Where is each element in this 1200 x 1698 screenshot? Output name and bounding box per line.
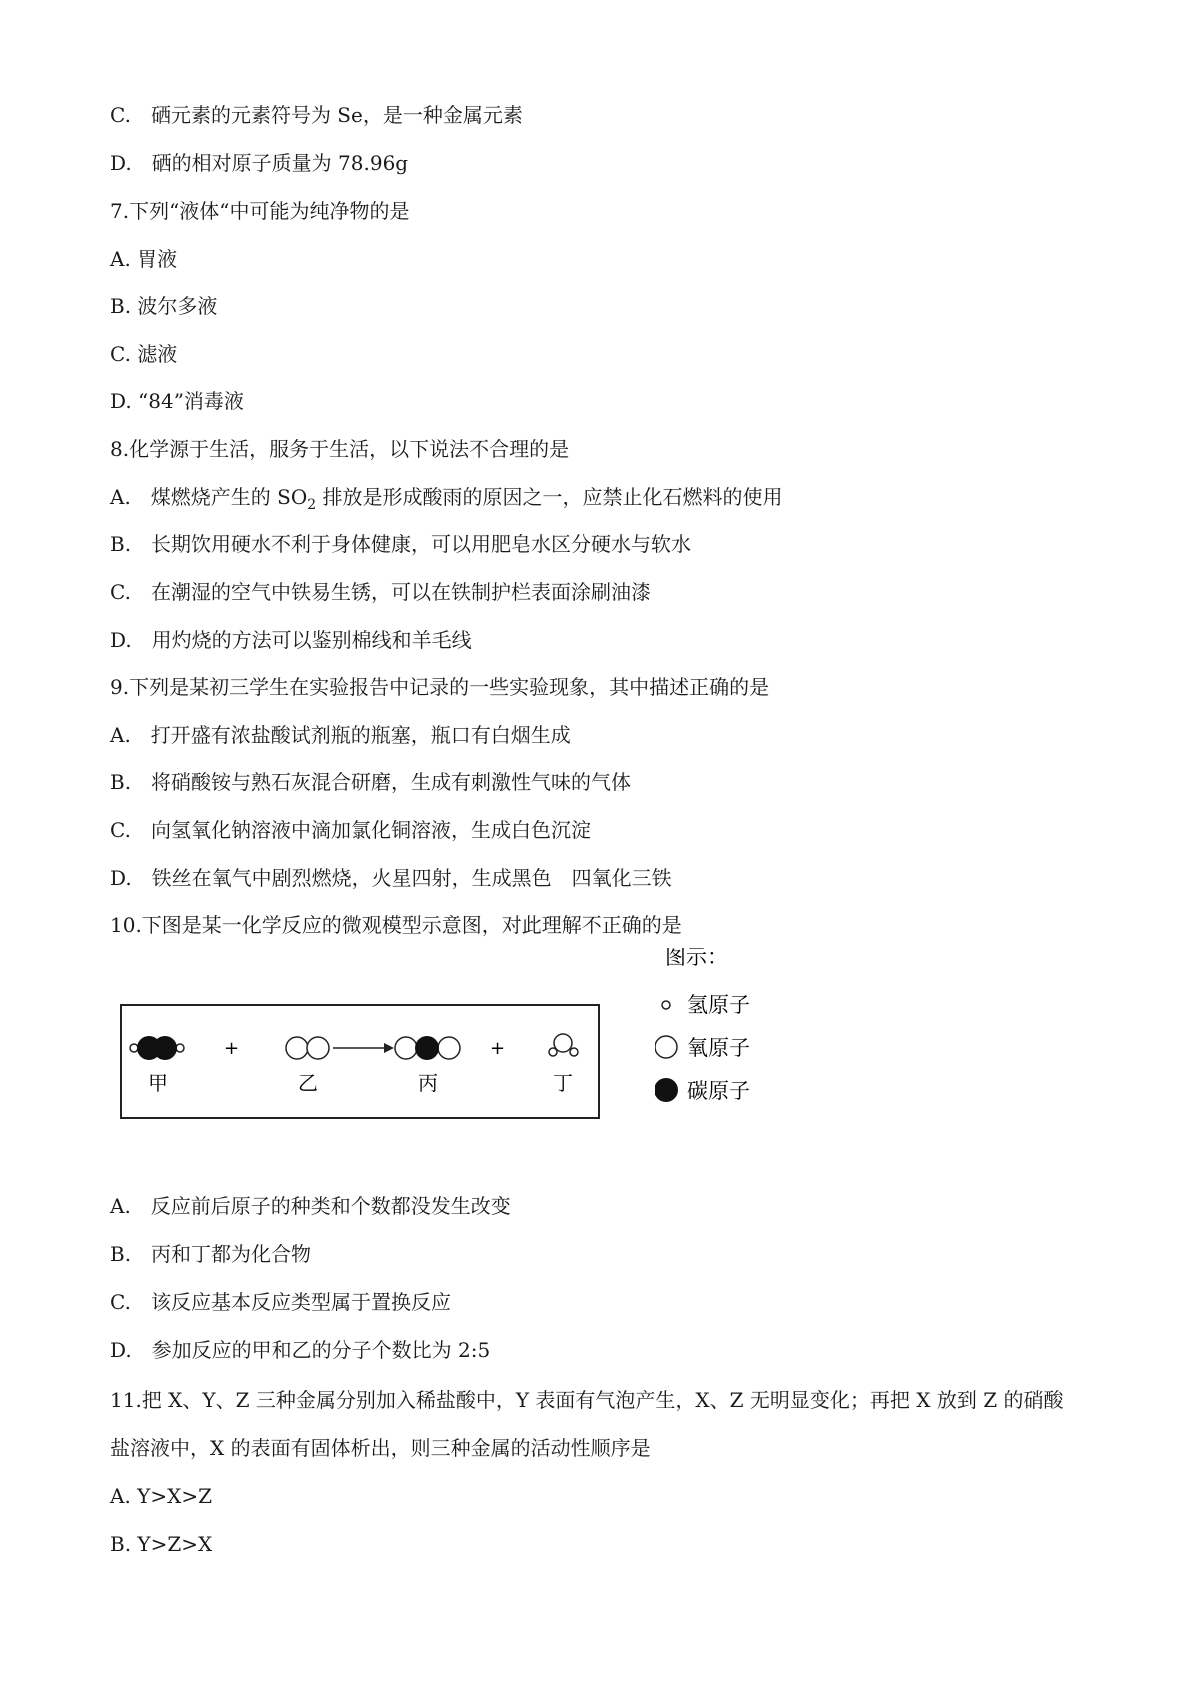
molecule-yi-icon bbox=[286, 1037, 329, 1059]
molecule-jia-icon bbox=[130, 1036, 184, 1060]
reaction-arrow-icon bbox=[333, 1043, 394, 1053]
q9-option-a: A. 打开盛有浓盐酸试剂瓶的瓶塞，瓶口有白烟生成 bbox=[110, 723, 571, 747]
q8-option-a bbox=[110, 483, 783, 519]
diagram-legend bbox=[655, 948, 805, 1118]
q9-stem: 9.下列是某初三学生在实验报告中记录的一些实验现象，其中描述正确的是 bbox=[110, 675, 770, 699]
q8-stem: 8.化学源于生活，服务于生活，以下说法不合理的是 bbox=[110, 437, 570, 461]
legend-carbon: 碳原子 bbox=[687, 1079, 750, 1103]
q11-option-b: B. Y>Z>X bbox=[110, 1532, 213, 1556]
q7-option-c: C. 滤液 bbox=[110, 342, 178, 366]
molecule-bing-icon bbox=[395, 1036, 460, 1060]
q7-option-d: D. “84”消毒液 bbox=[110, 389, 244, 413]
label-jia: 甲 bbox=[148, 1071, 168, 1095]
label-ding: 丁 bbox=[553, 1071, 573, 1095]
plus-sign-2: + bbox=[490, 1038, 506, 1059]
q8-option-d: D. 用灼烧的方法可以鉴别棉线和羊毛线 bbox=[110, 628, 472, 652]
q8-option-a-post: 排放是形成酸雨的原因之一，应禁止化石燃料的使用 bbox=[316, 485, 783, 509]
plus-sign-1: + bbox=[224, 1038, 240, 1059]
q6-option-c: C. 硒元素的元素符号为 Se，是一种金属元素 bbox=[110, 103, 523, 127]
q7-option-a: A. 胃液 bbox=[110, 247, 178, 271]
q10-stem: 10.下图是某一化学反应的微观模型示意图，对此理解不正确的是 bbox=[110, 913, 682, 937]
legend-title: 图示： bbox=[665, 948, 728, 969]
legend-hydrogen: 氢原子 bbox=[687, 993, 750, 1017]
hydrogen-atom-icon bbox=[662, 1001, 670, 1009]
q9-option-c: C. 向氢氧化钠溶液中滴加氯化铜溶液，生成白色沉淀 bbox=[110, 818, 591, 842]
q10-option-b: B. 丙和丁都为化合物 bbox=[110, 1242, 312, 1266]
q11-stem-line2: 盐溶液中，X 的表面有固体析出，则三种金属的活动性顺序是 bbox=[110, 1436, 651, 1460]
q11-option-a: A. Y>X>Z bbox=[110, 1484, 213, 1508]
q8-option-a-subscript: 2 bbox=[307, 497, 317, 513]
legend-oxygen: 氧原子 bbox=[687, 1036, 750, 1060]
q7-option-b: B. 波尔多液 bbox=[110, 294, 218, 318]
label-yi: 乙 bbox=[298, 1071, 318, 1095]
q10-option-c: C. 该反应基本反应类型属于置换反应 bbox=[110, 1290, 451, 1314]
q11-stem-line1: 11.把 X、Y、Z 三种金属分别加入稀盐酸中，Y 表面有气泡产生，X、Z 无明显变化；再把 X 放到 Z 的硝酸 bbox=[110, 1388, 1064, 1412]
q8-option-b: B. 长期饮用硬水不利于身体健康，可以用肥皂水区分硬水与软水 bbox=[110, 532, 692, 556]
q8-option-c: C. 在潮湿的空气中铁易生锈，可以在铁制护栏表面涂刷油漆 bbox=[110, 580, 651, 604]
carbon-atom-icon bbox=[655, 1078, 678, 1102]
molecule-ding-icon bbox=[549, 1034, 578, 1056]
q8-option-a-pre: A. 煤燃烧产生的 SO bbox=[110, 485, 308, 509]
q9-option-d: D. 铁丝在氧气中剧烈燃烧，火星四射，生成黑色 四氧化三铁 bbox=[110, 866, 672, 890]
reaction-diagram bbox=[120, 1004, 600, 1119]
q6-option-d: D. 硒的相对原子质量为 78.96g bbox=[110, 151, 409, 175]
q7-stem: 7.下列“液体“中可能为纯净物的是 bbox=[110, 199, 410, 223]
diagram-legend-svg bbox=[655, 948, 805, 1118]
reaction-diagram-svg bbox=[122, 1006, 598, 1117]
q9-option-b: B. 将硝酸铵与熟石灰混合研磨，生成有刺激性气味的气体 bbox=[110, 770, 632, 794]
q10-option-a: A. 反应前后原子的种类和个数都没发生改变 bbox=[110, 1194, 511, 1218]
oxygen-atom-icon bbox=[655, 1036, 677, 1058]
q10-option-d: D. 参加反应的甲和乙的分子个数比为 2:5 bbox=[110, 1338, 491, 1362]
label-bing: 丙 bbox=[418, 1071, 438, 1095]
